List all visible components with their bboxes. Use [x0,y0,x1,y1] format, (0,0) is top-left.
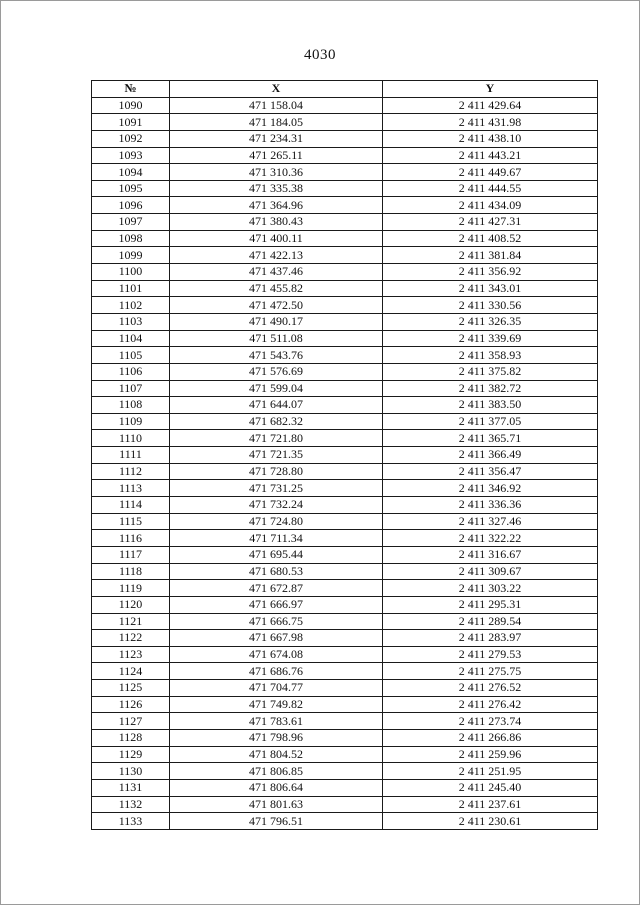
cell-y: 2 411 356.92 [383,264,598,281]
cell-x: 471 682.32 [170,413,383,430]
cell-number: 1105 [92,347,170,364]
table-row [92,580,598,597]
cell-x: 471 310.36 [170,164,383,181]
cell-y: 2 411 449.67 [383,164,598,181]
table-row [92,130,598,147]
cell-y: 2 411 429.64 [383,97,598,114]
cell-number: 1100 [92,264,170,281]
cell-x: 471 804.52 [170,746,383,763]
cell-number: 1133 [92,813,170,830]
cell-number: 1114 [92,497,170,514]
table-row [92,397,598,414]
header-x: X [170,81,383,98]
cell-x: 471 806.64 [170,779,383,796]
cell-y: 2 411 295.31 [383,596,598,613]
cell-x: 471 422.13 [170,247,383,264]
cell-y: 2 411 273.74 [383,713,598,730]
cell-number: 1125 [92,680,170,697]
cell-y: 2 411 444.55 [383,180,598,197]
cell-x: 471 265.11 [170,147,383,164]
table-row [92,513,598,530]
cell-y: 2 411 276.52 [383,680,598,697]
cell-x: 471 728.80 [170,463,383,480]
cell-y: 2 411 279.53 [383,646,598,663]
cell-y: 2 411 382.72 [383,380,598,397]
cell-y: 2 411 289.54 [383,613,598,630]
cell-x: 471 364.96 [170,197,383,214]
cell-y: 2 411 375.82 [383,363,598,380]
cell-number: 1095 [92,180,170,197]
cell-number: 1131 [92,779,170,796]
cell-y: 2 411 358.93 [383,347,598,364]
cell-x: 471 680.53 [170,563,383,580]
cell-y: 2 411 381.84 [383,247,598,264]
table-body [92,97,598,829]
cell-number: 1106 [92,363,170,380]
table-row [92,280,598,297]
cell-y: 2 411 343.01 [383,280,598,297]
cell-x: 471 801.63 [170,796,383,813]
cell-y: 2 411 339.69 [383,330,598,347]
cell-number: 1129 [92,746,170,763]
table-row [92,463,598,480]
cell-x: 471 724.80 [170,513,383,530]
cell-number: 1110 [92,430,170,447]
cell-x: 471 667.98 [170,630,383,647]
table-row [92,763,598,780]
table-row [92,97,598,114]
cell-y: 2 411 230.61 [383,813,598,830]
cell-number: 1103 [92,313,170,330]
cell-number: 1093 [92,147,170,164]
cell-number: 1120 [92,596,170,613]
cell-x: 471 806.85 [170,763,383,780]
table-row [92,779,598,796]
table-row [92,480,598,497]
cell-number: 1094 [92,164,170,181]
cell-number: 1104 [92,330,170,347]
cell-number: 1099 [92,247,170,264]
cell-y: 2 411 336.36 [383,497,598,514]
cell-x: 471 543.76 [170,347,383,364]
cell-number: 1118 [92,563,170,580]
cell-x: 471 695.44 [170,546,383,563]
cell-number: 1122 [92,630,170,647]
cell-x: 471 666.75 [170,613,383,630]
cell-number: 1130 [92,763,170,780]
cell-number: 1117 [92,546,170,563]
cell-y: 2 411 283.97 [383,630,598,647]
cell-y: 2 411 408.52 [383,230,598,247]
cell-number: 1116 [92,530,170,547]
table-row [92,114,598,131]
cell-x: 471 721.80 [170,430,383,447]
table-row [92,729,598,746]
cell-y: 2 411 316.67 [383,546,598,563]
table-row [92,347,598,364]
cell-number: 1123 [92,646,170,663]
cell-x: 471 335.38 [170,180,383,197]
cell-y: 2 411 427.31 [383,214,598,231]
cell-x: 471 783.61 [170,713,383,730]
table-row [92,646,598,663]
cell-y: 2 411 245.40 [383,779,598,796]
cell-x: 471 437.46 [170,264,383,281]
cell-y: 2 411 251.95 [383,763,598,780]
table-row [92,563,598,580]
cell-x: 471 796.51 [170,813,383,830]
cell-y: 2 411 322.22 [383,530,598,547]
cell-y: 2 411 356.47 [383,463,598,480]
coordinates-table [91,80,598,830]
cell-y: 2 411 366.49 [383,447,598,464]
cell-number: 1126 [92,696,170,713]
table-row [92,530,598,547]
header-y: Y [383,81,598,98]
cell-y: 2 411 309.67 [383,563,598,580]
cell-x: 471 686.76 [170,663,383,680]
cell-number: 1132 [92,796,170,813]
page-number: 4030 [304,47,336,63]
table-row [92,197,598,214]
table-row [92,264,598,281]
cell-x: 471 674.08 [170,646,383,663]
cell-x: 471 731.25 [170,480,383,497]
cell-x: 471 749.82 [170,696,383,713]
cell-y: 2 411 346.92 [383,480,598,497]
table-row [92,180,598,197]
cell-number: 1113 [92,480,170,497]
table-row [92,380,598,397]
table-row [92,214,598,231]
cell-number: 1097 [92,214,170,231]
cell-number: 1127 [92,713,170,730]
cell-y: 2 411 275.75 [383,663,598,680]
header-number: № [92,81,170,98]
cell-number: 1090 [92,97,170,114]
cell-y: 2 411 365.71 [383,430,598,447]
table-row [92,497,598,514]
cell-x: 471 666.97 [170,596,383,613]
cell-y: 2 411 237.61 [383,796,598,813]
cell-x: 471 184.05 [170,114,383,131]
table-row [92,813,598,830]
cell-x: 471 234.31 [170,130,383,147]
cell-x: 471 158.04 [170,97,383,114]
cell-y: 2 411 431.98 [383,114,598,131]
cell-x: 471 711.34 [170,530,383,547]
cell-x: 471 732.24 [170,497,383,514]
cell-y: 2 411 330.56 [383,297,598,314]
cell-y: 2 411 327.46 [383,513,598,530]
cell-number: 1111 [92,447,170,464]
table-row [92,680,598,697]
table-row [92,447,598,464]
cell-y: 2 411 443.21 [383,147,598,164]
cell-x: 471 798.96 [170,729,383,746]
table-header-row [92,81,598,98]
cell-number: 1112 [92,463,170,480]
table-row [92,330,598,347]
cell-number: 1115 [92,513,170,530]
cell-x: 471 380.43 [170,214,383,231]
cell-number: 1124 [92,663,170,680]
cell-x: 471 455.82 [170,280,383,297]
cell-y: 2 411 303.22 [383,580,598,597]
cell-x: 471 400.11 [170,230,383,247]
cell-x: 471 472.50 [170,297,383,314]
cell-y: 2 411 377.05 [383,413,598,430]
cell-y: 2 411 276.42 [383,696,598,713]
table-row [92,413,598,430]
table-row [92,796,598,813]
cell-y: 2 411 326.35 [383,313,598,330]
cell-y: 2 411 434.09 [383,197,598,214]
cell-x: 471 576.69 [170,363,383,380]
cell-number: 1096 [92,197,170,214]
cell-number: 1107 [92,380,170,397]
cell-number: 1109 [92,413,170,430]
cell-number: 1128 [92,729,170,746]
cell-x: 471 511.08 [170,330,383,347]
table-row [92,630,598,647]
cell-x: 471 599.04 [170,380,383,397]
table-row [92,147,598,164]
cell-y: 2 411 259.96 [383,746,598,763]
table-row [92,663,598,680]
cell-number: 1108 [92,397,170,414]
cell-number: 1121 [92,613,170,630]
cell-x: 471 644.07 [170,397,383,414]
cell-number: 1119 [92,580,170,597]
table-row [92,230,598,247]
cell-number: 1102 [92,297,170,314]
cell-x: 471 672.87 [170,580,383,597]
cell-y: 2 411 438.10 [383,130,598,147]
table-row [92,363,598,380]
cell-number: 1101 [92,280,170,297]
table-row [92,297,598,314]
cell-x: 471 721.35 [170,447,383,464]
cell-y: 2 411 266.86 [383,729,598,746]
cell-x: 471 490.17 [170,313,383,330]
table-row [92,613,598,630]
table-row [92,596,598,613]
cell-number: 1098 [92,230,170,247]
table-row [92,696,598,713]
cell-number: 1091 [92,114,170,131]
table-row [92,746,598,763]
cell-number: 1092 [92,130,170,147]
table-row [92,713,598,730]
table-row [92,430,598,447]
table-row [92,247,598,264]
cell-y: 2 411 383.50 [383,397,598,414]
table-row [92,164,598,181]
table-row [92,313,598,330]
table-row [92,546,598,563]
cell-x: 471 704.77 [170,680,383,697]
